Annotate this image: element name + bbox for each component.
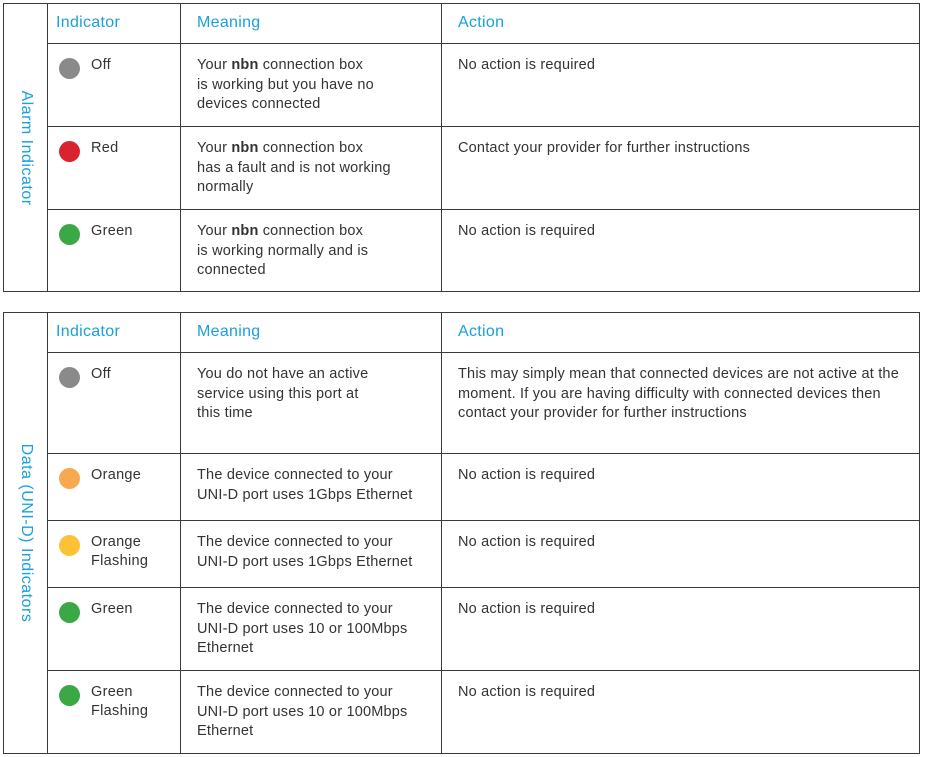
action-text: No action is required	[458, 57, 596, 73]
meaning-text: The device connected to your UNI-D port uses 10 or 100Mbps Ethernet	[197, 601, 408, 656]
indicator-label: Off	[91, 366, 111, 382]
status-dot-icon	[59, 58, 80, 79]
status-dot-icon	[59, 685, 80, 706]
data-side-label: Data (UNI-D) Indicators	[17, 443, 35, 623]
indicator-label: Red	[91, 140, 119, 156]
meaning-header: Meaning	[197, 14, 261, 31]
table-row	[47, 521, 919, 588]
data-uni-d-indicator-table	[3, 312, 920, 754]
meaning-text: The device connected to your UNI-D port uses 10 or 100Mbps Ethernet	[197, 684, 408, 739]
meaning-text: You do not have an active service using this port at this time	[197, 366, 369, 421]
status-dot-icon	[59, 141, 80, 162]
indicator-label: Orange Flashing	[91, 534, 149, 569]
action-header: Action	[458, 14, 505, 31]
table-row	[47, 44, 919, 127]
meaning-text: Your nbn connection box has a fault and is not working normally	[197, 140, 391, 195]
meaning-text: The device connected to your UNI-D port uses 1Gbps Ethernet	[197, 534, 413, 570]
status-dot-icon	[59, 602, 80, 623]
table-row	[47, 210, 919, 291]
table-row	[47, 671, 919, 753]
indicator-label: Green	[91, 601, 133, 617]
meaning-header: Meaning	[197, 323, 261, 340]
alarm-side-label: Alarm Indicator	[17, 89, 35, 206]
indicator-label: Green	[91, 223, 133, 239]
status-dot-icon	[59, 224, 80, 245]
action-text: This may simply mean that connected devices are not active at the moment. If you are having difficulty with connected devices then contact your provider for further instructions	[458, 366, 899, 421]
indicator-label: Green Flashing	[91, 684, 149, 719]
action-text: No action is required	[458, 534, 596, 550]
indicator-header: Indicator	[56, 14, 121, 31]
action-text: No action is required	[458, 467, 596, 483]
action-header: Action	[458, 323, 505, 340]
meaning-text: The device connected to your UNI-D port uses 1Gbps Ethernet	[197, 467, 413, 503]
indicator-label: Orange	[91, 467, 142, 483]
alarm-header-row	[47, 4, 919, 44]
status-dot-icon	[59, 367, 80, 388]
table-row	[47, 588, 919, 671]
alarm-indicator-table	[3, 3, 920, 292]
indicator-label: Off	[91, 57, 111, 73]
action-text: No action is required	[458, 684, 596, 700]
action-text: No action is required	[458, 601, 596, 617]
data-side-header	[4, 313, 48, 753]
table-row	[47, 127, 919, 210]
action-text: No action is required	[458, 223, 596, 239]
meaning-text: Your nbn connection box is working but you have no devices connected	[197, 57, 374, 112]
data-header-row	[47, 313, 919, 353]
table-row	[47, 353, 919, 454]
alarm-side-header	[4, 4, 48, 291]
status-dot-icon	[59, 468, 80, 489]
table-row	[47, 454, 919, 521]
meaning-text: Your nbn connection box is working normally and is connected	[197, 223, 369, 278]
status-dot-icon	[59, 535, 80, 556]
indicator-header: Indicator	[56, 323, 121, 340]
action-text: Contact your provider for further instructions	[458, 140, 751, 156]
